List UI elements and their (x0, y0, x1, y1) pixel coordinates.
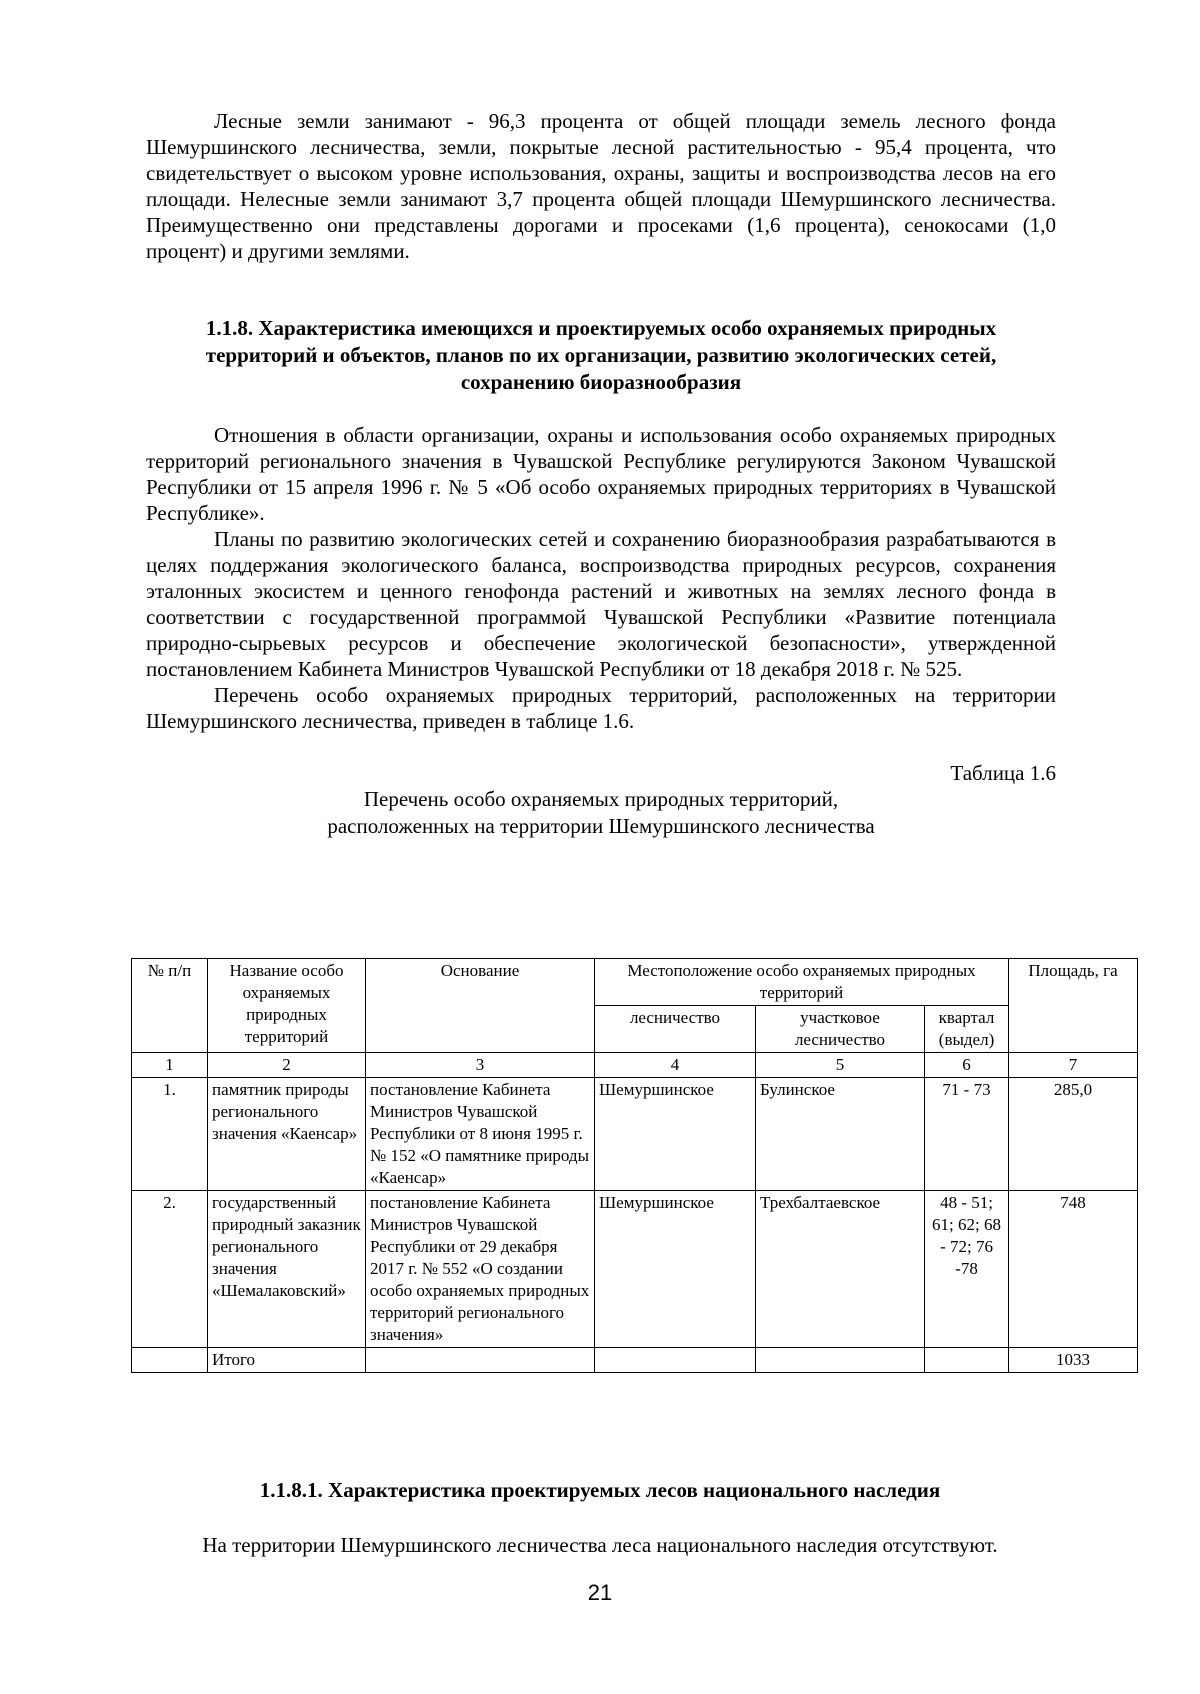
page-content (146, 108, 1056, 840)
column-number-row (132, 1053, 1138, 1078)
section-heading-line3: сохранению биоразнообразия (460, 370, 742, 394)
header-area: Площадь, га (1009, 959, 1138, 1053)
row-name: памятник природы регионального значения «Каенсар» (208, 1078, 366, 1191)
row-basis: постановление Кабинета Министров Чувашской Республики от 29 декабря 2017 г. № 552 «О создании особо охраняемых природных территорий регионального значения» (366, 1191, 595, 1348)
header-basis: Основание (366, 959, 595, 1053)
table-row (132, 1078, 1138, 1191)
column-number: 4 (595, 1053, 756, 1078)
table-caption-line2: расположенных на территории Шемуршинского лесничества (327, 814, 875, 838)
header-location: Местоположение особо охраняемых природных территорий (595, 959, 1009, 1006)
row-quarter: 48 - 51; 61; 62; 68 - 72; 76 -78 (925, 1191, 1009, 1348)
subsection-text: На территории Шемуршинского лесничества леса национального наследия отсутствуют. (202, 1533, 998, 1557)
protected-areas-table (131, 958, 1138, 1373)
intro-paragraph: Лесные земли занимают - 96,3 процента от общей площади земель лесного фонда Шемуршинского лесничества, земли, покрытые лесной растительностью - 95,4 процента, что свидетельствует о высоком уровне использования, охраны, защиты и воспроизводства лесов на его площади. Нелесные земли занимают 3,7 процента общей площади Шемуршинского лесничества. Преимущественно они представлены дорогами и просеками (1,6 процента), сенокосами (1,0 процент) и другими землями. (146, 109, 1056, 263)
section-heading-line1: 1.1.8. Характеристика имеющихся и проектируемых особо охраняемых природных (205, 316, 997, 340)
table-number: Таблица 1.6 (950, 761, 1056, 785)
header-quarter: квартал (выдел) (925, 1006, 1009, 1053)
section-heading (146, 315, 1056, 396)
row-area: 285,0 (1009, 1078, 1138, 1191)
table-caption (146, 786, 1056, 840)
total-empty (132, 1348, 208, 1373)
row-name: государственный природный заказник регионального значения «Шемалаковский» (208, 1191, 366, 1348)
row-quarter: 71 - 73 (925, 1078, 1009, 1191)
column-number: 6 (925, 1053, 1009, 1078)
column-number: 7 (1009, 1053, 1138, 1078)
header-name: Название особо охраняемых природных территорий (208, 959, 366, 1053)
header-district: участковое лесничество (756, 1006, 925, 1053)
section-paragraph-3: Перечень особо охраняемых природных территорий, расположенных на территории Шемуршинского лесничества, приведен в таблице 1.6. (146, 683, 1056, 733)
total-empty (756, 1348, 925, 1373)
total-empty (366, 1348, 595, 1373)
column-number: 3 (366, 1053, 595, 1078)
row-district: Булинское (756, 1078, 925, 1191)
row-forestry: Шемуршинское (595, 1078, 756, 1191)
total-label: Итого (208, 1348, 366, 1373)
page-number: 21 (587, 1580, 613, 1605)
section-paragraph-1: Отношения в области организации, охраны и использования особо охраняемых природных территорий регионального значения в Чувашской Республике регулируются Законом Чувашской Республики от 15 апреля 1996 г. № 5 «Об особо охраняемых природных территориях в Чувашской Республике». (146, 423, 1056, 525)
total-area: 1033 (1009, 1348, 1138, 1373)
column-number: 1 (132, 1053, 208, 1078)
column-number: 2 (208, 1053, 366, 1078)
row-num: 1. (132, 1078, 208, 1191)
column-number: 5 (756, 1053, 925, 1078)
section-paragraph-2: Планы по развитию экологических сетей и сохранению биоразнообразия разрабатываются в целях поддержания экологического баланса, воспроизводства природных ресурсов, сохранения эталонных экосистем и ценного генофонда растений и животных на землях лесного фонда в соответствии с государственной программой Чувашской Республики «Развитие потенциала природно-сырьевых ресурсов и обеспечение экологической безопасности», утвержденной постановлением Кабинета Министров Чувашской Республики от 18 декабря 2018 г. № 525. (146, 527, 1056, 681)
total-empty (595, 1348, 756, 1373)
row-district: Трехбалтаевское (756, 1191, 925, 1348)
row-forestry: Шемуршинское (595, 1191, 756, 1348)
table-row (132, 1191, 1138, 1348)
row-basis: постановление Кабинета Министров Чувашской Республики от 8 июня 1995 г. № 152 «О памятнике природы «Каенсар» (366, 1078, 595, 1191)
row-num: 2. (132, 1191, 208, 1348)
table-caption-line1: Перечень особо охраняемых природных территорий, (363, 787, 839, 811)
section-heading-line2: территорий и объектов, планов по их организации, развитию экологических сетей, (205, 343, 997, 367)
row-area: 748 (1009, 1191, 1138, 1348)
header-num: № п/п (132, 959, 208, 1053)
total-row (132, 1348, 1138, 1373)
total-empty (925, 1348, 1009, 1373)
subsection-heading: 1.1.8.1. Характеристика проектируемых лесов национального наследия (259, 1478, 941, 1502)
header-forestry: лесничество (595, 1006, 756, 1053)
